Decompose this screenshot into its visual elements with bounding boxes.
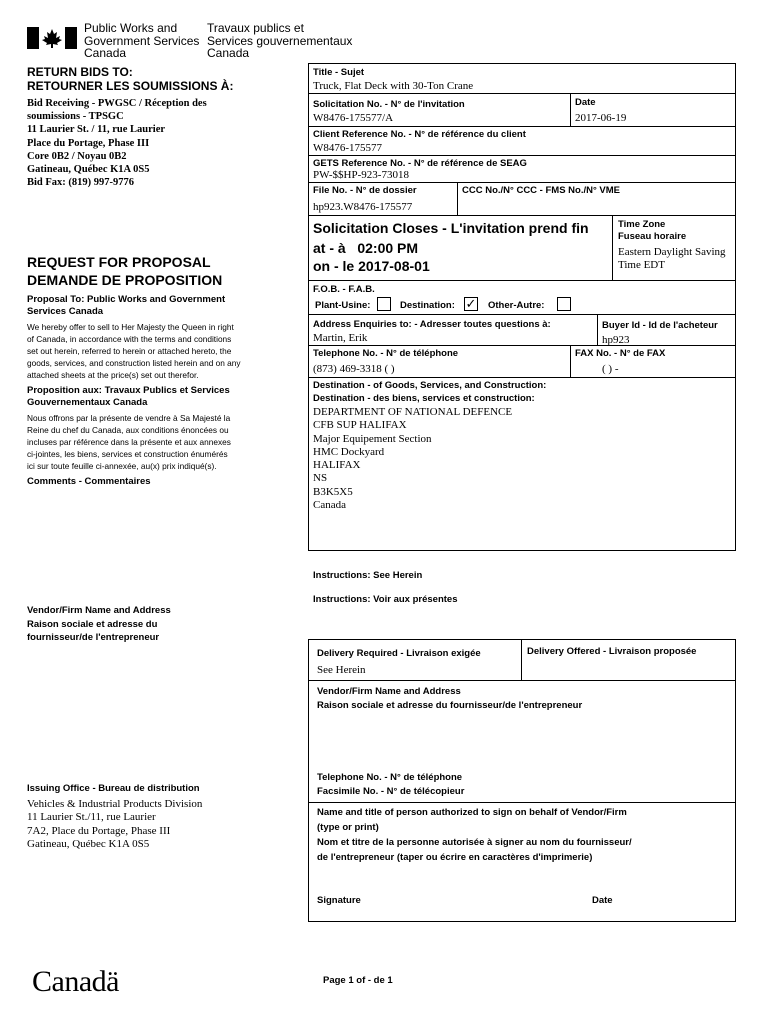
delivery-required-label: Delivery Required - Livraison exigée [317, 648, 481, 659]
destination-option-label: Destination: [400, 300, 455, 311]
solicitation-number-value: W8476-175577/A [313, 112, 394, 124]
gets-reference-value: PW-$$HP-923-73018 [313, 169, 409, 181]
fob-label: F.O.B. - F.A.B. [313, 284, 375, 295]
file-number-label: File No. - N° de dossier [313, 185, 417, 196]
signature-date-label: Date [592, 895, 613, 906]
address-enquiries-label: Address Enquiries to: - Adresser toutes questions à: [313, 319, 551, 330]
closing-date: on - le 2017-08-01 [313, 258, 430, 274]
other-checkbox[interactable] [557, 297, 571, 311]
ccc-number-label: CCC No./N° CCC - FMS No./N° VME [462, 185, 621, 196]
buyer-id-label: Buyer Id - Id de l'acheteur [602, 320, 718, 331]
signature-label: Signature [317, 895, 361, 906]
instructions-fr: Instructions: Voir aux présentes [313, 594, 458, 605]
vendor-telephone-label: Telephone No. - N° de téléphone [317, 772, 463, 783]
file-number-value: hp923.W8476-175577 [313, 201, 413, 213]
offer-text-en: We hereby offer to sell to Her Majesty the Queen in right of Canada, in accordance with the terms and conditions set out herein, referred to herein or attached hereto, the goods, services, and construction listed herein and on any attached sheets at the price(s) set out therefor. [27, 322, 241, 380]
page-number: Page 1 of - de 1 [323, 975, 393, 986]
other-label: Other-Autre: [488, 300, 545, 311]
destination-checkbox[interactable] [464, 297, 478, 311]
instructions-en: Instructions: See Herein [313, 570, 423, 581]
offer-text-fr: Nous offrons par la présente de vendre à Sa Majesté la Reine du chef du Canada, aux conditions énoncées ou incluses par référence dans la présente et aux annexes ci-jointes, les biens, services et construction énumérés ici sur toute feuille ci-annexée, au(x) prix indiqué(s). [27, 413, 231, 471]
return-bids-address: Bid Receiving - PWGSC / Réception des soumissions - TPSGC 11 Laurier St. / 11, rue Laurier Place du Portage, Phase III Core 0B2 / Noyau 0B2 Gatineau, Québec K1A 0S5 Bid Fax: (819) 997-9776 [27, 98, 207, 189]
proposal-to: Proposal To: Public Works and Government Services Canada [27, 294, 226, 317]
date-label: Date [575, 97, 596, 108]
client-reference-value: W8476-175577 [313, 142, 383, 154]
canada-wordmark: Canadä [32, 965, 119, 998]
solicitation-number-label: Solicitation No. - N° de l'invitation [313, 99, 465, 110]
destination-label: Destination - of Goods, Services, and Construction: Destination - des biens, services et construction: [313, 380, 547, 404]
solicitation-closes-title: Solicitation Closes - L'invitation prend fin [313, 220, 589, 236]
buyer-id-value: hp923 [602, 334, 630, 346]
authorized-person-label: Name and title of person authorized to sign on behalf of Vendor/Firm (type or print) Nom et titre de la personne autorisée à signer au nom du fournisseur/ de l'entrepreneur (taper ou écrire en caractères d'imprimerie) [317, 807, 632, 863]
vendor-fax-label: Facsimile No. - N° de télécopieur [317, 786, 465, 797]
department-name-fr: Travaux publics et Services gouvernementaux Canada [207, 21, 353, 60]
plant-label: Plant-Usine: [315, 300, 371, 311]
delivery-offered-label: Delivery Offered - Livraison proposée [527, 646, 697, 657]
title-label: Title - Sujet [313, 67, 365, 78]
vendor-name-address-right: Vendor/Firm Name and Address Raison sociale et adresse du fournisseur/de l'entrepreneur [317, 686, 583, 711]
destination-address: DEPARTMENT OF NATIONAL DEFENCE CFB SUP HALIFAX Major Equipement Section HMC Dockyard HALIFAX NS B3K5X5 Canada [313, 406, 513, 512]
closing-time: at - à 02:00 PM [313, 240, 419, 256]
time-zone-label: Time Zone Fuseau horaire [618, 219, 687, 242]
canada-flag-icon [27, 27, 77, 49]
title-value: Truck, Flat Deck with 30-Ton Crane [313, 80, 474, 92]
client-reference-label: Client Reference No. - N° de référence du client [313, 129, 526, 140]
fax-label: FAX No. - N° de FAX [575, 348, 666, 359]
time-zone-value: Eastern Daylight Saving Time EDT [618, 246, 726, 271]
department-name-en: Public Works and Government Services Canada [84, 21, 200, 60]
telephone-label: Telephone No. - N° de téléphone [313, 348, 459, 359]
vendor-name-address-left: Vendor/Firm Name and Address Raison sociale et adresse du fournisseur/de l'entrepreneur [27, 605, 171, 643]
plant-checkbox[interactable] [377, 297, 391, 311]
gets-reference-label: GETS Reference No. - N° de référence de SEAG [313, 158, 527, 169]
return-bids-title: RETURN BIDS TO: RETOURNER LES SOUMISSIONS À: [27, 65, 234, 93]
telephone-value: (873) 469-3318 ( ) [313, 363, 395, 375]
date-value: 2017-06-19 [575, 112, 627, 124]
issuing-office-address: Vehicles & Industrial Products Division 11 Laurier St./11, rue Laurier 7A2, Place du Portage, Phase III Gatineau, Québec K1A 0S5 [27, 798, 203, 850]
rfp-title: REQUEST FOR PROPOSAL DEMANDE DE PROPOSITION [27, 254, 223, 288]
comments-label: Comments - Commentaires [27, 476, 151, 487]
fax-value: ( ) - [602, 363, 619, 375]
address-enquiries-value: Martin, Erik [313, 332, 368, 344]
issuing-office-title: Issuing Office - Bureau de distribution [27, 783, 200, 794]
delivery-required-value: See Herein [317, 664, 366, 676]
checkmark-icon: ✓ [465, 296, 477, 311]
proposition-aux: Proposition aux: Travaux Publics et Services Gouvernementaux Canada [27, 385, 230, 408]
